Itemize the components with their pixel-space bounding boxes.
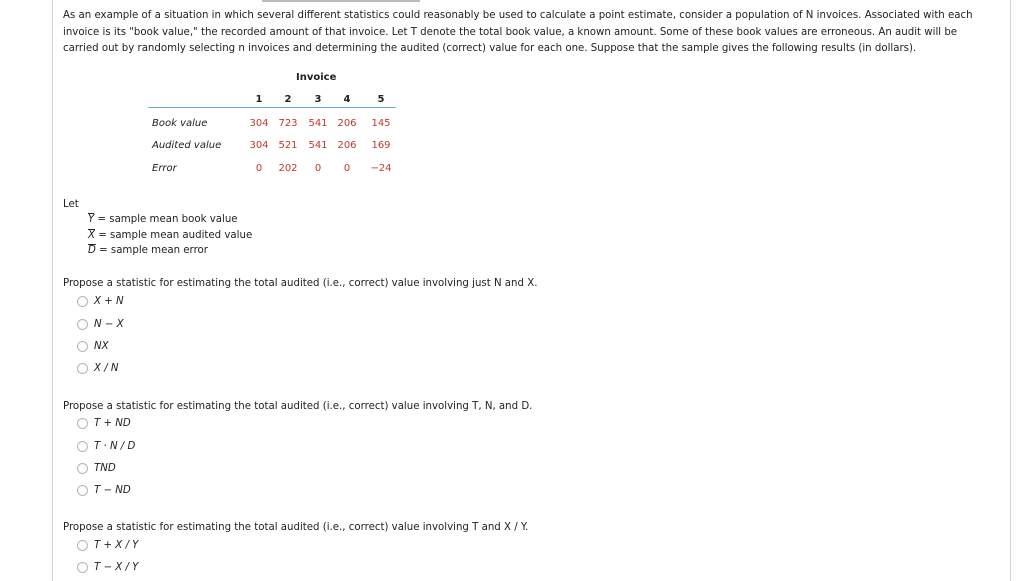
table-cell: 206 <box>337 140 357 151</box>
table-cell: 206 <box>337 118 357 129</box>
column-header: 5 <box>377 94 385 105</box>
table-cell: 723 <box>278 118 298 129</box>
definition-text: = sample mean audited value <box>98 230 253 241</box>
definition-y <box>88 214 238 225</box>
symbol-y-bar: $\overline{Y}$ <box>88 214 95 225</box>
column-header: 2 <box>284 94 292 105</box>
row-label-error: Error <box>152 163 177 174</box>
definition-text: = sample mean error <box>99 245 208 256</box>
radio-button[interactable] <box>77 463 88 474</box>
option-label: X / N <box>94 362 119 374</box>
question-2-prompt: Propose a statistic for estimating the total audited (i.e., correct) value involving T, N, and D. <box>63 401 533 412</box>
radio-button[interactable] <box>77 418 88 429</box>
option-label: N − X <box>94 318 124 330</box>
definition-text: = sample mean book value <box>97 214 238 225</box>
q1-option-1[interactable] <box>77 294 124 308</box>
table-cell: 145 <box>371 118 391 129</box>
option-label: T − ND <box>94 484 131 496</box>
definition-x <box>88 230 252 241</box>
content-frame <box>52 0 1011 581</box>
table-cell: 304 <box>249 118 269 129</box>
q1-option-4[interactable] <box>77 361 119 375</box>
radio-button[interactable] <box>77 296 88 307</box>
option-label: NX <box>94 340 109 352</box>
q3-option-1[interactable] <box>77 538 138 552</box>
table-cell: 0 <box>314 163 322 174</box>
q2-option-3[interactable] <box>77 461 116 475</box>
question-3-prompt: Propose a statistic for estimating the total audited (i.e., correct) value involving T and X / Y. <box>63 522 529 533</box>
q1-option-2[interactable] <box>77 317 124 331</box>
definition-d <box>88 245 208 256</box>
radio-button[interactable] <box>77 319 88 330</box>
radio-button[interactable] <box>77 363 88 374</box>
table-cell: −24 <box>370 163 392 174</box>
table-cell: 202 <box>278 163 298 174</box>
table-cell: 0 <box>255 163 263 174</box>
table-caption: Invoice <box>296 72 337 83</box>
table-cell: 304 <box>249 140 269 151</box>
q3-option-2[interactable] <box>77 560 138 574</box>
radio-button[interactable] <box>77 441 88 452</box>
column-header: 4 <box>343 94 351 105</box>
option-label: T · N / D <box>94 440 136 452</box>
table-cell: 169 <box>371 140 391 151</box>
q2-option-1[interactable] <box>77 416 131 430</box>
radio-button[interactable] <box>77 540 88 551</box>
header-rule <box>148 107 396 108</box>
q1-option-3[interactable] <box>77 339 109 353</box>
option-label: T + X / Y <box>94 539 139 551</box>
question-1-prompt: Propose a statistic for estimating the total audited (i.e., correct) value involving just N and X. <box>63 278 538 289</box>
problem-intro: As an example of a situation in which several different statistics could reasonably be used to calculate a point estimate, consider a population of N invoices. Associated with each invoice is its "book value," the recorded amount of that invoice. Let T denote the total book value, a known amount. Some of these book values are erroneous. An audit will be carried out by randomly selecting n invoices and determining the audited (correct) value for each one. Suppose that the sample gives the following results (in dollars). <box>63 10 973 54</box>
table-cell: 541 <box>308 140 328 151</box>
top-scroll-indicator <box>262 0 420 2</box>
table-cell: 0 <box>343 163 351 174</box>
let-label: Let <box>63 199 79 210</box>
radio-button[interactable] <box>77 485 88 496</box>
q2-option-2[interactable] <box>77 439 135 453</box>
row-label-audited-value: Audited value <box>152 140 222 151</box>
option-label: T − X / Y <box>94 561 139 573</box>
column-header: 1 <box>255 94 263 105</box>
symbol-x-bar: $\overline{X}$ <box>88 230 95 241</box>
radio-button[interactable] <box>77 341 88 352</box>
option-label: TND <box>94 462 116 474</box>
table-cell: 521 <box>278 140 298 151</box>
row-label-book-value: Book value <box>152 118 208 129</box>
column-header: 3 <box>314 94 322 105</box>
q2-option-4[interactable] <box>77 483 131 497</box>
symbol-d-bar: $\overline{D}$ <box>88 245 96 256</box>
radio-button[interactable] <box>77 562 88 573</box>
option-label: X + N <box>94 295 124 307</box>
option-label: T + ND <box>94 417 131 429</box>
table-cell: 541 <box>308 118 328 129</box>
